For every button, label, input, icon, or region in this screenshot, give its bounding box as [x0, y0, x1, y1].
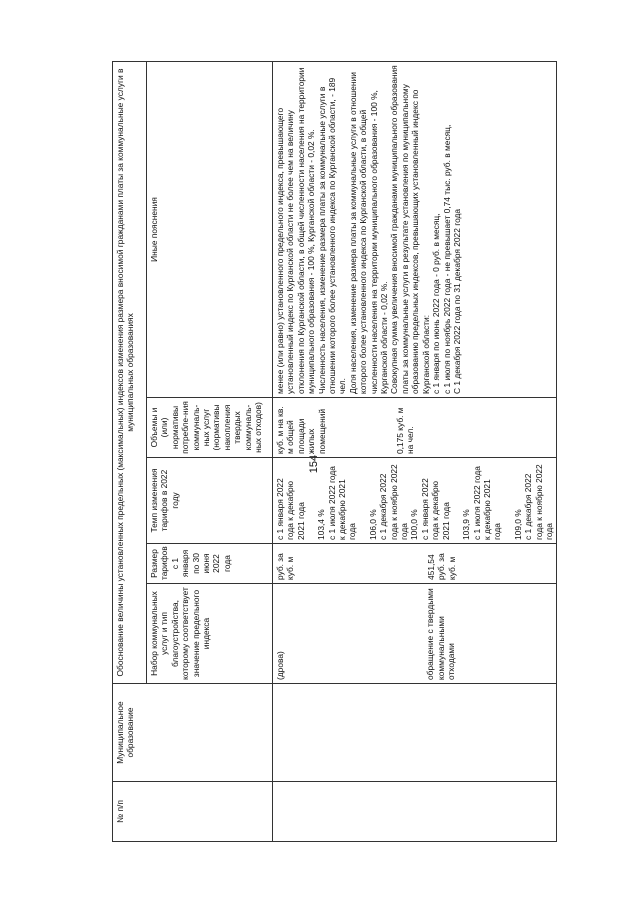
growth-line: 100,0 %: [409, 509, 420, 540]
cell-volumes: [273, 398, 557, 458]
growth-line: [503, 461, 513, 540]
growth-line: 103,4 %: [316, 509, 327, 540]
cell-growth: [273, 458, 557, 544]
header-tariff-size: Размер тарифов с 1 января по 30 июня 2022 года: [147, 544, 273, 584]
cell-notes: менее (или равно) установленного предельного индекса, превышающего установленный индекс по Курганской области не более чем на величину отклонения по Курганской области, в общей численности населения на территории муниципального образования - 100 %, Курганской области - 0,02 %. Численность населения, изменение размера платы за коммунальные услуги в отношении которого более установленного индекса по Курганской области, - 189 чел. Доля населения, изменение размера платы за коммунальные услуги в отношении которого более установленного индекса по Курганской области, в общей численности населения на территории муниципального образования - 100 %, Курганской области - 0,02 %. Совокупная сумма увеличения вносимой гражданами муниципального образования платы за коммунальные услуги в результате установления по муниципальному образованию предельных индексов, превышающих установленный индекс по Курганской области: с 1 января по июнь 2022 года - 0 руб. в месяц, с 1 июля по ноябрь 2022 года - не превышает 0,74 тыс. руб. в месяц, С 1 декабря 2022 года по 31 декабря 2022 года: [273, 61, 557, 397]
cell-services: [273, 584, 557, 684]
table-row: [273, 61, 557, 841]
growth-line: с 1 декабря 2022 года к ноябрю 2022 года: [523, 464, 554, 540]
growth-line: с 1 июля 2022 года к декабрю 2021 года: [326, 466, 358, 540]
cell-no: [273, 782, 557, 842]
growth-line: 103,9 %: [461, 509, 472, 540]
growth-line: [451, 461, 461, 540]
growth-line: [358, 461, 368, 540]
header-tariff-growth: Темп изменения тарифов в 2022 году: [147, 458, 273, 544]
growth-line: 106,0 %: [367, 509, 378, 540]
cell-municipality: [273, 684, 557, 782]
page-number: 154: [308, 454, 320, 474]
service-firewood: (дрова): [275, 651, 285, 680]
service-waste: обращение с твердыми коммунальными отходами: [425, 588, 457, 680]
header-volumes: Объемы и (или) нормативы потребле-ния коммуналь-ных услуг (нормативы накопления твердых коммуналь-ных отходов): [147, 398, 273, 458]
header-justification-group: Обоснование величины установленных предельных (максимальных) индексов изменения размера вносимой гражданами платы за коммунальные услуги в муниципальных образованиях: [113, 61, 147, 683]
header-municipality: Муниципальное образование: [113, 684, 273, 782]
justification-table: [112, 61, 557, 842]
volume-waste: 0,175 куб. м на чел.: [395, 407, 416, 454]
header-no: № п/п: [113, 782, 273, 842]
cell-tariffs: [273, 544, 557, 584]
growth-line: [306, 461, 316, 540]
growth-firewood: [275, 461, 409, 540]
growth-line: с 1 января 2022 года к декабрю 2021 года: [275, 478, 306, 540]
rotated-table-container: [112, 62, 554, 842]
volume-firewood: куб. м на кв. м общей площади жилых помещений: [275, 406, 327, 454]
tariff-unit: руб. за куб. м: [275, 553, 296, 580]
growth-line: с 1 июля 2022 года к декабрю 2021 года: [471, 466, 503, 540]
tariff-waste: 451,54 руб. за куб. м: [425, 553, 457, 580]
growth-line: с 1 декабря 2022 года к ноябрю 2022 года: [378, 464, 410, 540]
growth-line: с 1 января 2022 года к декабрю 2021 года: [419, 478, 451, 540]
growth-line: 109,0 %: [512, 509, 523, 540]
header-notes: Иные пояснения: [147, 61, 273, 397]
header-service-set: Набор коммунальных услуг и тип благоустройства, которому соответствует значение предельного индекса: [147, 584, 273, 684]
growth-waste: [409, 461, 554, 540]
